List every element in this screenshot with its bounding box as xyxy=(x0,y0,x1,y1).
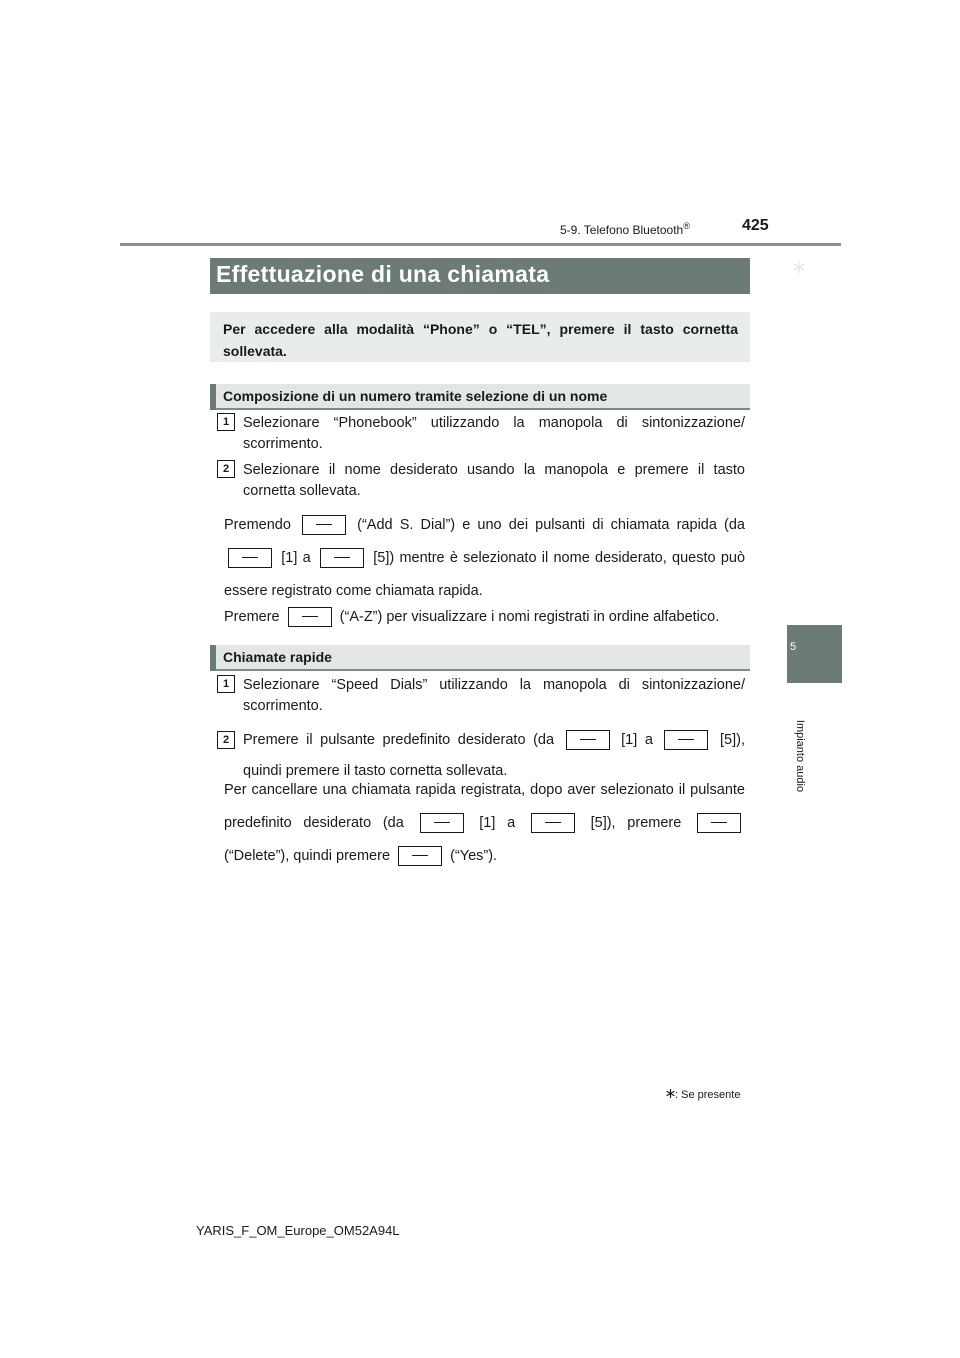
section-title: 5-9. Telefono Bluetooth® xyxy=(560,221,690,237)
screen-button-icon xyxy=(420,813,464,833)
step-number: 2 xyxy=(217,731,235,749)
note-text: [5]), premere xyxy=(590,815,682,831)
step-text-part: [5]), quindi premere il tasto cornetta sollevata. xyxy=(243,732,746,779)
heading-accent xyxy=(210,384,216,410)
screen-button-icon xyxy=(228,548,272,568)
step-number: 1 xyxy=(217,675,235,693)
screen-button-icon xyxy=(664,730,708,750)
asterisk-icon xyxy=(793,260,805,278)
screen-button-icon xyxy=(531,813,575,833)
screen-button-icon xyxy=(697,813,741,833)
note-text: (“Yes”). xyxy=(450,848,498,864)
note-text: (“Delete”), quindi premere xyxy=(224,848,391,864)
note-text: [5]) mentre è selezionato il nome desiderato, questo può essere registrato come chiamata rapida. xyxy=(224,550,746,599)
note-paragraph xyxy=(224,509,745,608)
screen-button-icon xyxy=(288,607,332,627)
intro-box xyxy=(210,312,750,362)
asterisk-icon xyxy=(666,1089,675,1101)
screen-button-icon xyxy=(566,730,610,750)
chapter-number: 5 xyxy=(790,641,797,653)
chapter-label: Impianto audio xyxy=(794,719,806,793)
note-text: Per cancellare una chiamata rapida registrata, dopo aver selezionato il pulsante predefinito desiderato (da xyxy=(224,782,745,831)
screen-button-icon xyxy=(320,548,364,568)
page-title: Effettuazione di una chiamata xyxy=(216,261,550,287)
header-divider xyxy=(120,243,841,246)
step-text-part: [1] a xyxy=(621,732,653,748)
note-paragraph xyxy=(224,774,745,873)
note-text: Premendo xyxy=(224,517,291,533)
step-text: Selezionare il nome desiderato usando la manopola e premere il tasto cornetta sollevata. xyxy=(243,462,745,499)
subsection-heading xyxy=(210,384,750,410)
note-text: (“A-Z”) per visualizzare i nomi registrati in ordine alfabetico. xyxy=(339,609,720,625)
screen-button-icon xyxy=(398,846,442,866)
subsection-title: Chiamate rapide xyxy=(223,649,332,665)
document-code: YARIS_F_OM_Europe_OM52A94L xyxy=(196,1223,400,1238)
subsection-heading xyxy=(210,645,750,671)
subsection-title: Composizione di un numero tramite selezione di un nome xyxy=(223,388,608,404)
note-text: [1] a xyxy=(479,815,516,831)
step-number: 2 xyxy=(217,460,235,478)
step-text-part: Premere il pulsante predefinito desiderato (da xyxy=(243,732,555,748)
heading-accent xyxy=(210,645,216,671)
note-text: [1] a xyxy=(281,550,311,566)
step-text: Selezionare “Phonebook” utilizzando la manopola di sintonizzazione/ scorrimento. xyxy=(243,415,745,452)
note-paragraph xyxy=(224,601,745,634)
screen-button-icon xyxy=(302,515,346,535)
note-text: (“Add S. Dial”) e uno dei pulsanti di chiamata rapida (da xyxy=(357,517,745,533)
registered-mark: ® xyxy=(683,221,690,231)
page-title-bar xyxy=(210,258,750,294)
footnote xyxy=(666,1089,740,1101)
page-number: 425 xyxy=(742,217,769,234)
chapter-tab xyxy=(787,625,842,683)
step-number: 1 xyxy=(217,413,235,431)
step-text: Selezionare “Speed Dials” utilizzando la manopola di sintonizzazione/ scorrimento. xyxy=(243,677,745,714)
intro-text: Per accedere alla modalità “Phone” o “TEL”, premere il tasto cornetta sollevata. xyxy=(223,321,738,359)
footnote-text: : Se presente xyxy=(675,1089,741,1101)
note-text: Premere xyxy=(224,609,280,625)
